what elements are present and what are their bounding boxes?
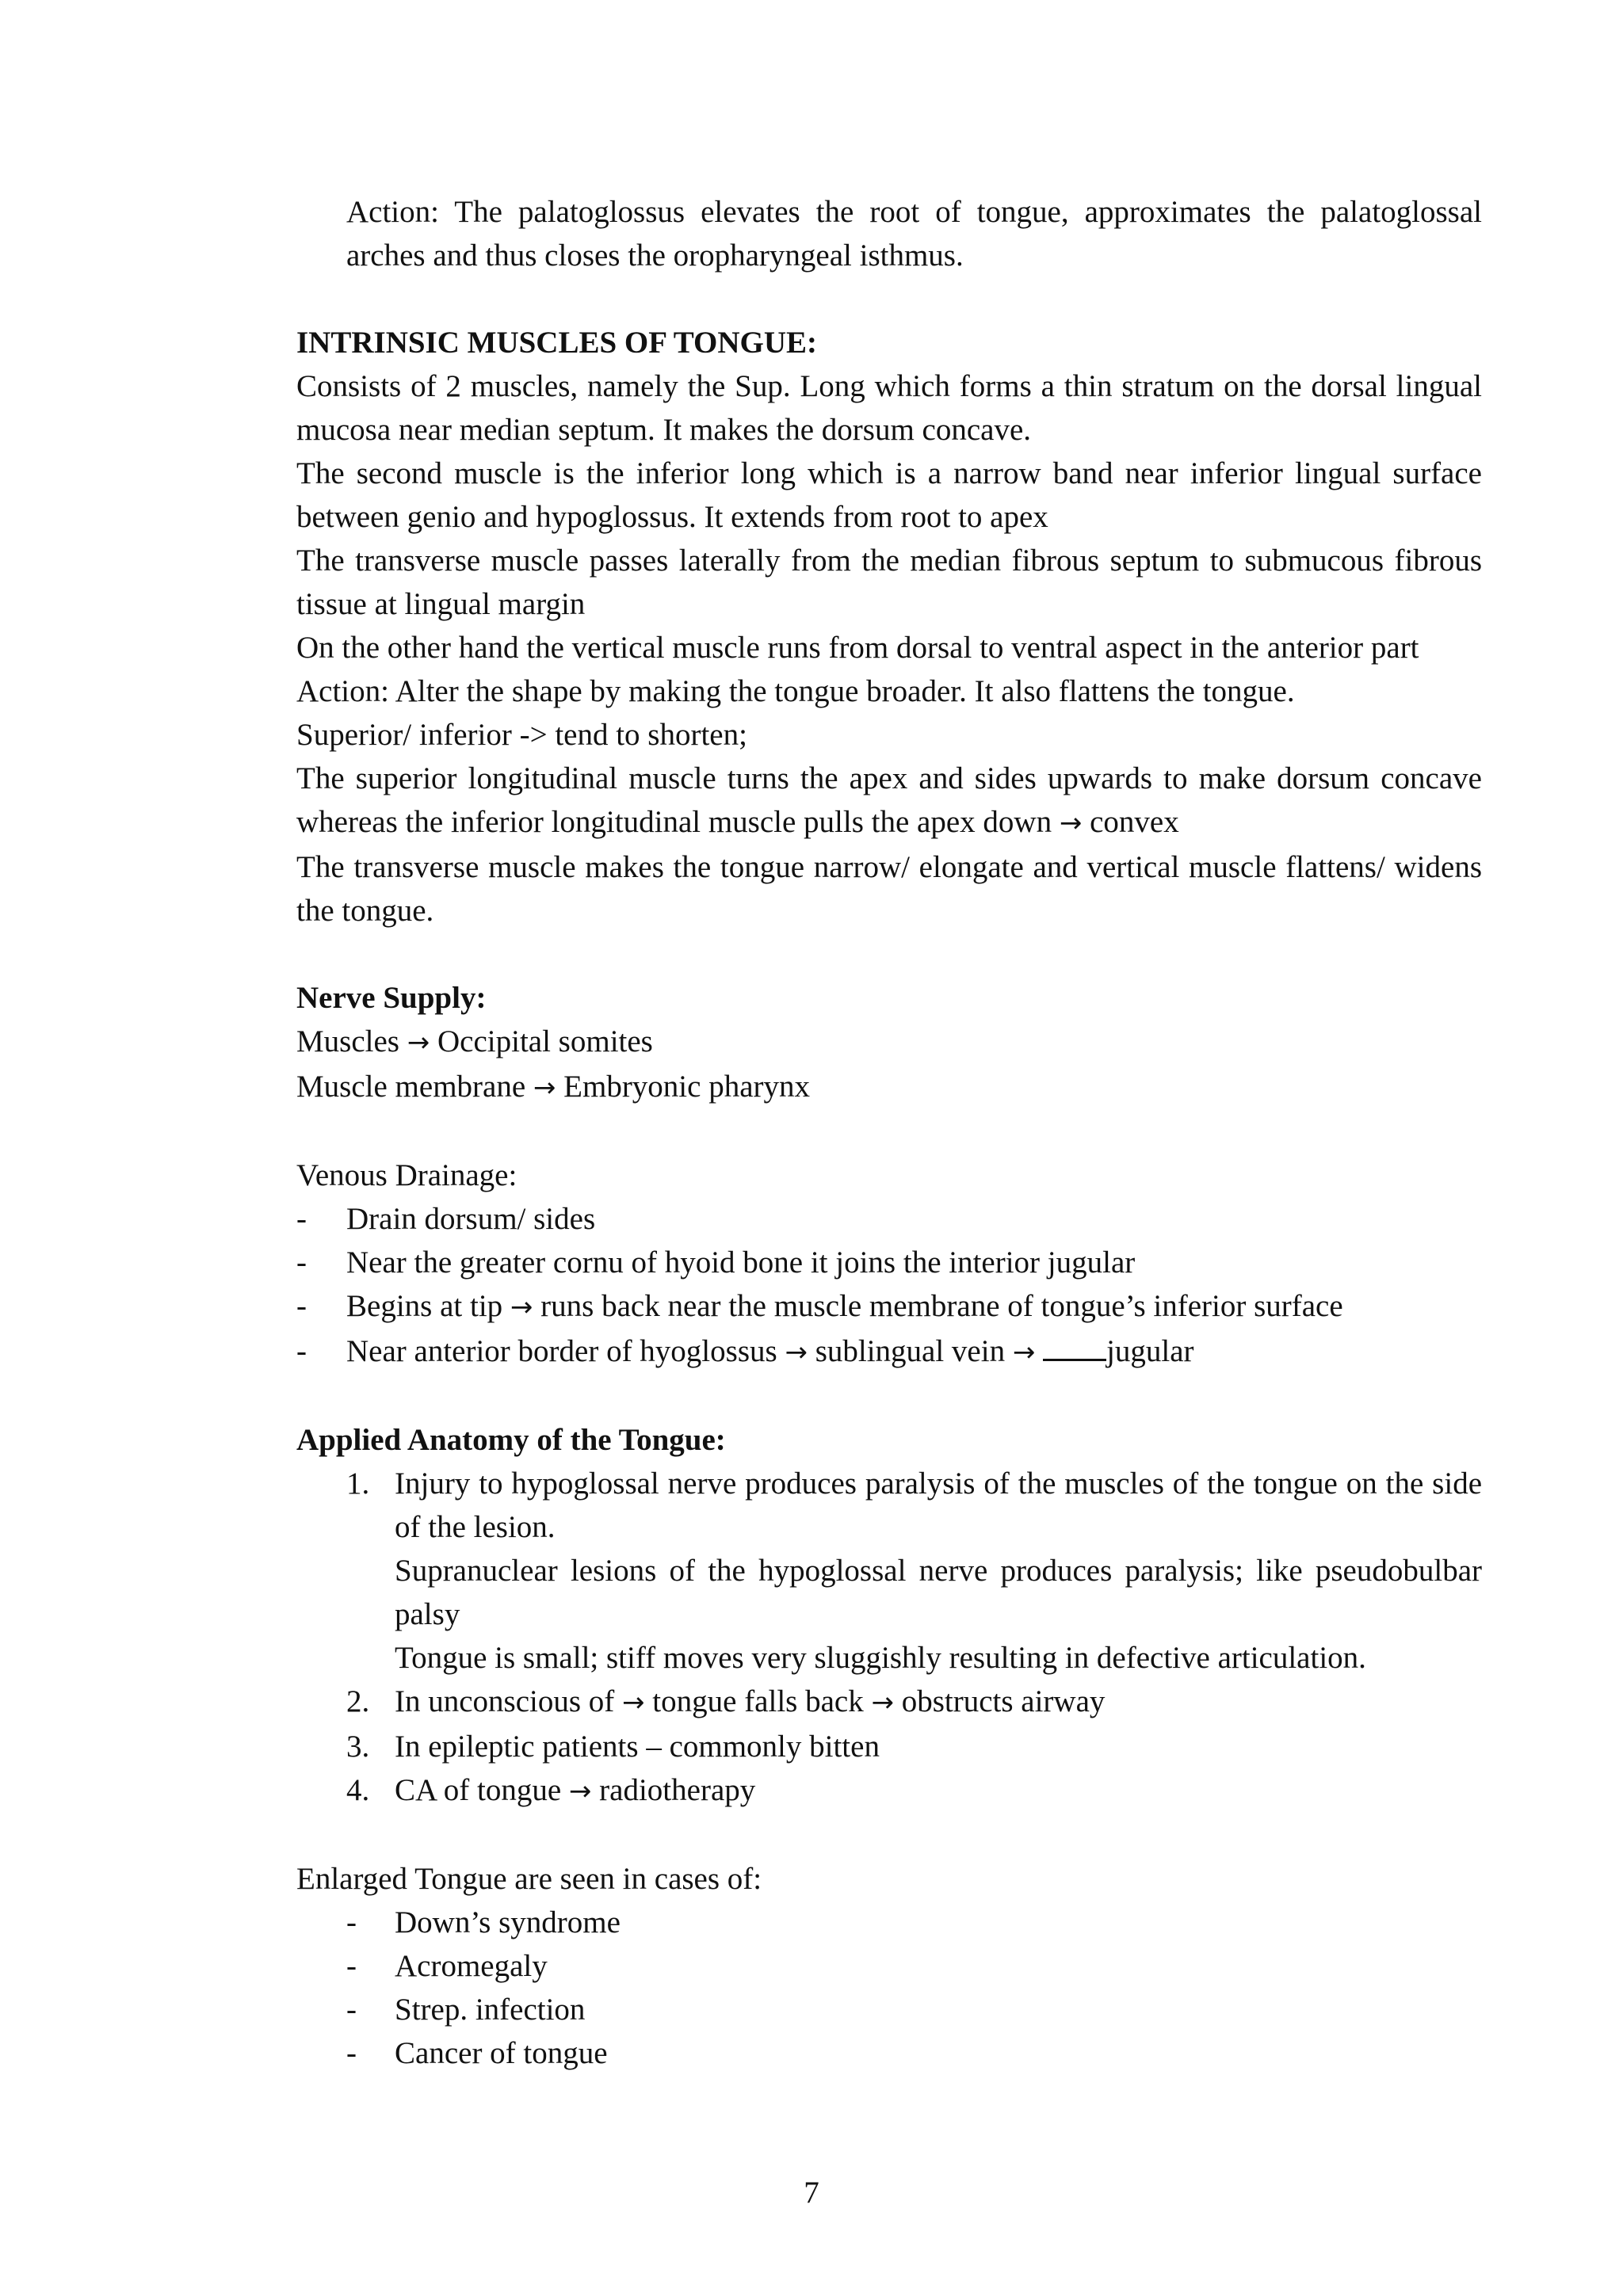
- page-number: 7: [804, 2176, 819, 2210]
- list-number: 1.: [346, 1466, 370, 1501]
- intrinsic-paragraph-1: Consists of 2 muscles, namely the Sup. Long which forms a thin stratum on the dorsal lingual mucosa near median septum. It makes the dorsum concave.: [296, 369, 1482, 447]
- list-item: [296, 1462, 1482, 1680]
- nerve-line-1-target: Occipital somites: [437, 1024, 653, 1058]
- list-item: - Acromegaly: [296, 1944, 1482, 1988]
- intrinsic-paragraph-4: On the other hand the vertical muscle runs from dorsal to ventral aspect in the anterior part: [296, 631, 1419, 665]
- venous-drainage-heading: Venous Drainage:: [296, 1158, 517, 1192]
- nerve-line-2: [296, 1065, 1482, 1110]
- list-item: - Strep. infection: [296, 1988, 1482, 2031]
- applied-list: [296, 1462, 1482, 1814]
- blank-line: [1043, 1333, 1106, 1361]
- nerve-line-2-source: Muscle membrane: [296, 1070, 526, 1104]
- venous-list: [296, 1197, 1482, 1375]
- applied-item-1-line-b: Supranuclear lesions of the hypoglossal nerve produces paralysis; like pseudobulbar palsy: [395, 1554, 1482, 1631]
- nerve-line-1: [296, 1020, 1482, 1065]
- venous-item-4-end: jugular: [1106, 1334, 1194, 1368]
- arrow-icon: →: [568, 1775, 592, 1807]
- list-item: - Drain dorsum/ sides: [296, 1197, 1482, 1241]
- list-number: 4.: [346, 1773, 370, 1807]
- list-item: [296, 1768, 1482, 1814]
- venous-item-3-start: Begins at tip: [346, 1289, 503, 1323]
- intrinsic-paragraph-7: [296, 757, 1482, 845]
- list-item: - Near the greater cornu of hyoid bone it joins the interior jugular: [296, 1241, 1482, 1284]
- arrow-icon: →: [1012, 1337, 1036, 1368]
- applied-item-4-a: CA of tongue: [395, 1773, 562, 1807]
- list-item: [296, 1680, 1482, 1725]
- nerve-supply-heading: Nerve Supply:: [296, 981, 487, 1015]
- list-item: [296, 1284, 1482, 1329]
- list-item: [296, 1329, 1482, 1375]
- applied-item-1-line-a: Injury to hypoglossal nerve produces paralysis of the muscles of the tongue on the side of the lesion.: [395, 1466, 1482, 1544]
- intrinsic-paragraph-3: The transverse muscle passes laterally from the median fibrous septum to submucous fibrous tissue at lingual margin: [296, 543, 1482, 621]
- venous-item-4-mid: sublingual vein: [815, 1334, 1006, 1368]
- enlarged-tongue-heading: Enlarged Tongue are seen in cases of:: [296, 1862, 762, 1896]
- list-number: 3.: [346, 1730, 370, 1764]
- venous-item-3-end: runs back near the muscle membrane of tongue’s inferior surface: [540, 1289, 1343, 1323]
- applied-item-2-c: obstructs airway: [901, 1684, 1106, 1718]
- intrinsic-paragraph-2: The second muscle is the inferior long which is a narrow band near inferior lingual surface between genio and hypoglossus. It extends from root to apex: [296, 456, 1482, 534]
- nerve-line-1-source: Muscles: [296, 1024, 399, 1058]
- applied-item-2-b: tongue falls back: [652, 1684, 864, 1718]
- enlarged-list: [296, 1901, 1482, 2075]
- arrow-icon: →: [407, 1027, 430, 1058]
- arrow-icon: →: [510, 1291, 533, 1323]
- list-item: - Down’s syndrome: [296, 1901, 1482, 1944]
- nerve-line-2-target: Embryonic pharynx: [563, 1070, 810, 1104]
- arrow-icon: →: [785, 1337, 808, 1368]
- applied-anatomy-heading: Applied Anatomy of the Tongue:: [296, 1423, 726, 1457]
- arrow-icon: →: [871, 1687, 894, 1718]
- arrow-icon: →: [533, 1072, 556, 1104]
- applied-item-2-a: In unconscious of: [395, 1684, 615, 1718]
- applied-item-1-line-c: Tongue is small; stiff moves very sluggishly resulting in defective articulation.: [395, 1641, 1366, 1675]
- intrinsic-paragraph-6: Superior/ inferior -> tend to shorten;: [296, 718, 747, 752]
- applied-item-4-b: radiotherapy: [599, 1773, 756, 1807]
- intrinsic-paragraph-8: The transverse muscle makes the tongue narrow/ elongate and vertical muscle flattens/ widens the tongue.: [296, 850, 1482, 928]
- list-item: [296, 1725, 1482, 1768]
- intrinsic-p7-text: The superior longitudinal muscle turns the apex and sides upwards to make dorsum concave whereas the inferior longitudinal muscle pulls the apex down: [296, 761, 1482, 839]
- arrow-icon: →: [622, 1687, 645, 1718]
- intrinsic-p7-result: convex: [1090, 805, 1179, 839]
- intrinsic-paragraph-5: Action: Alter the shape by making the tongue broader. It also flattens the tongue.: [296, 674, 1295, 708]
- palatoglossus-action: Action: The palatoglossus elevates the root of tongue, approximates the palatoglossal arches and thus closes the oropharyngeal isthmus.: [346, 195, 1482, 273]
- applied-item-3: In epileptic patients – commonly bitten: [395, 1730, 880, 1764]
- arrow-icon: →: [1059, 807, 1083, 839]
- list-item: - Cancer of tongue: [296, 2031, 1482, 2075]
- intrinsic-muscles-heading: INTRINSIC MUSCLES OF TONGUE:: [296, 326, 818, 360]
- venous-item-4-start: Near anterior border of hyoglossus: [346, 1334, 777, 1368]
- document-body: [296, 190, 1482, 2075]
- list-number: 2.: [346, 1684, 370, 1718]
